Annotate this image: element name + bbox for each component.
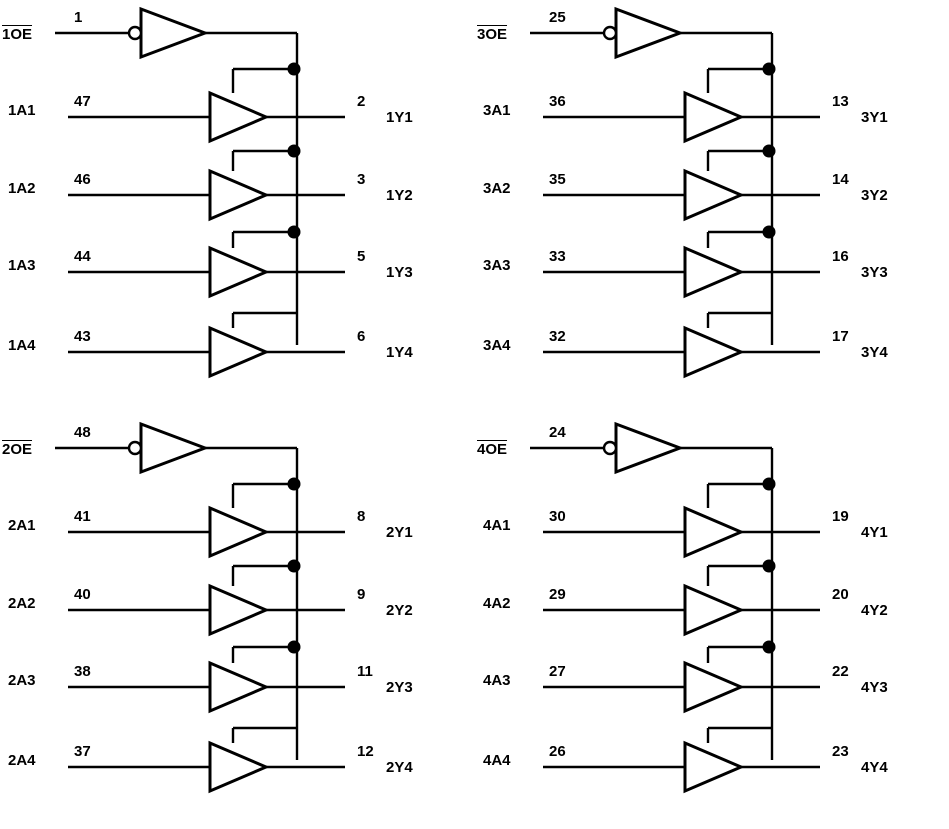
output-pin-3y1: 13 — [832, 93, 849, 110]
input-label-1a1: 1A1 — [8, 102, 36, 119]
output-pin-1y2: 3 — [357, 171, 366, 188]
output-label-3y4: 3Y4 — [861, 344, 888, 361]
input-label-2a1: 2A1 — [8, 517, 36, 534]
input-label-4a3: 4A3 — [483, 672, 511, 689]
enable-label-1: 1OE — [2, 26, 33, 43]
output-pin-3y2: 14 — [832, 171, 849, 188]
output-label-1y2: 1Y2 — [386, 187, 413, 204]
input-label-2a3: 2A3 — [8, 672, 36, 689]
input-label-1a3: 1A3 — [8, 257, 36, 274]
input-label-1a2: 1A2 — [8, 180, 36, 197]
enable-label-3: 3OE — [477, 26, 508, 43]
input-label-3a2: 3A2 — [483, 180, 511, 197]
output-label-1y4: 1Y4 — [386, 344, 413, 361]
output-label-3y1: 3Y1 — [861, 109, 888, 126]
input-label-4a4: 4A4 — [483, 752, 511, 769]
output-pin-4y2: 20 — [832, 586, 849, 603]
logic-block-4 — [475, 415, 949, 829]
input-pin-1a3: 44 — [74, 248, 91, 265]
enable-pin-4: 24 — [549, 424, 566, 441]
output-pin-3y4: 17 — [832, 328, 849, 345]
output-pin-2y4: 12 — [357, 743, 374, 760]
output-label-4y4: 4Y4 — [861, 759, 888, 776]
input-label-3a4: 3A4 — [483, 337, 511, 354]
output-label-1y3: 1Y3 — [386, 264, 413, 281]
output-label-3y3: 3Y3 — [861, 264, 888, 281]
output-label-2y3: 2Y3 — [386, 679, 413, 696]
enable-pin-1: 1 — [74, 9, 83, 26]
input-pin-3a4: 32 — [549, 328, 566, 345]
output-pin-2y1: 8 — [357, 508, 366, 525]
enable-label-2: 2OE — [2, 441, 33, 458]
input-pin-3a2: 35 — [549, 171, 566, 188]
output-pin-3y3: 16 — [832, 248, 849, 265]
logic-block-3 — [475, 0, 949, 414]
enable-pin-2: 48 — [74, 424, 91, 441]
output-label-4y1: 4Y1 — [861, 524, 888, 541]
input-pin-4a3: 27 — [549, 663, 566, 680]
input-pin-1a1: 47 — [74, 93, 91, 110]
input-pin-2a4: 37 — [74, 743, 91, 760]
enable-label-4: 4OE — [477, 441, 508, 458]
logic-block-1 — [0, 0, 474, 414]
input-pin-1a4: 43 — [74, 328, 91, 345]
input-pin-4a2: 29 — [549, 586, 566, 603]
output-pin-2y3: 11 — [357, 663, 373, 680]
output-pin-2y2: 9 — [357, 586, 366, 603]
output-label-2y2: 2Y2 — [386, 602, 413, 619]
output-pin-1y3: 5 — [357, 248, 366, 265]
output-label-4y3: 4Y3 — [861, 679, 888, 696]
input-label-4a2: 4A2 — [483, 595, 511, 612]
output-pin-1y1: 2 — [357, 93, 366, 110]
input-label-3a1: 3A1 — [483, 102, 511, 119]
output-pin-4y4: 23 — [832, 743, 849, 760]
input-pin-3a1: 36 — [549, 93, 566, 110]
output-pin-4y1: 19 — [832, 508, 849, 525]
input-pin-2a2: 40 — [74, 586, 91, 603]
output-label-4y2: 4Y2 — [861, 602, 888, 619]
input-label-3a3: 3A3 — [483, 257, 511, 274]
input-label-4a1: 4A1 — [483, 517, 511, 534]
input-label-2a2: 2A2 — [8, 595, 36, 612]
output-label-2y1: 2Y1 — [386, 524, 413, 541]
input-pin-2a1: 41 — [74, 508, 91, 525]
input-pin-4a1: 30 — [549, 508, 566, 525]
output-label-3y2: 3Y2 — [861, 187, 888, 204]
logic-block-2 — [0, 415, 474, 829]
output-label-2y4: 2Y4 — [386, 759, 413, 776]
output-label-1y1: 1Y1 — [386, 109, 413, 126]
output-pin-1y4: 6 — [357, 328, 366, 345]
input-pin-1a2: 46 — [74, 171, 91, 188]
input-label-2a4: 2A4 — [8, 752, 36, 769]
output-pin-4y3: 22 — [832, 663, 849, 680]
input-pin-3a3: 33 — [549, 248, 566, 265]
enable-pin-3: 25 — [549, 9, 566, 26]
input-label-1a4: 1A4 — [8, 337, 36, 354]
input-pin-2a3: 38 — [74, 663, 91, 680]
input-pin-4a4: 26 — [549, 743, 566, 760]
